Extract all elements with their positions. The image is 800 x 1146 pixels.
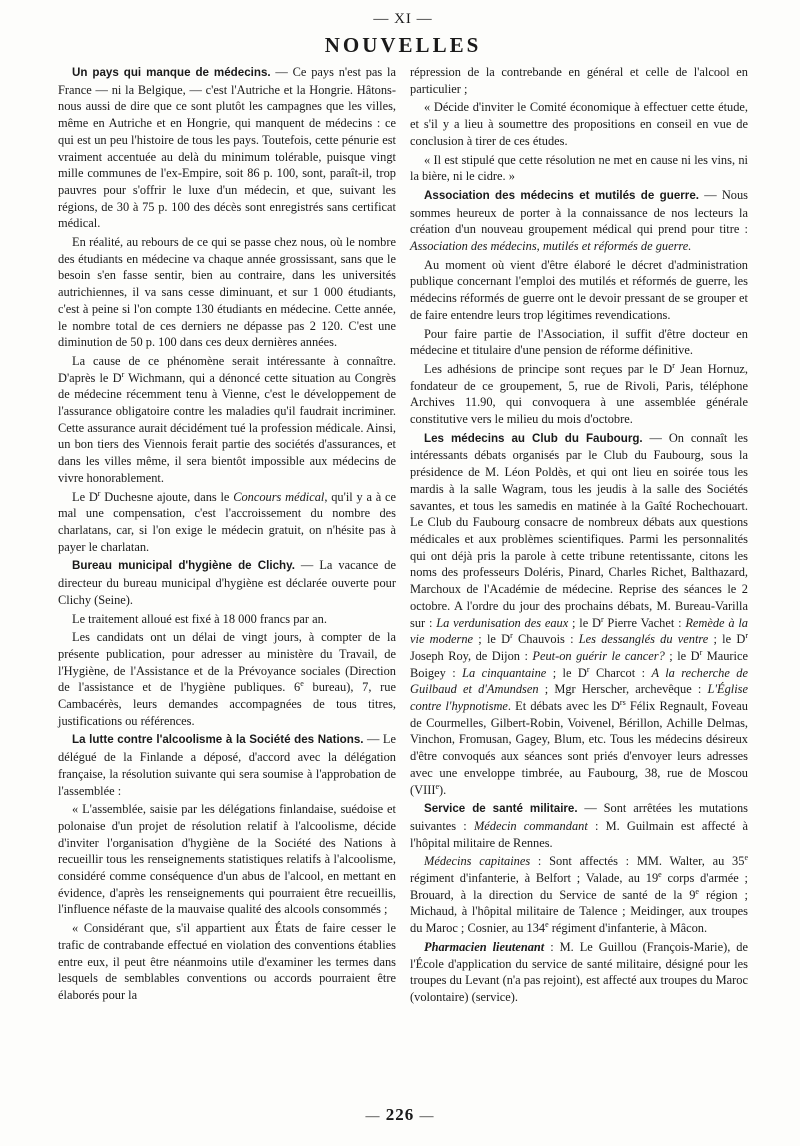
- article-heading: Service de santé militaire.: [424, 802, 578, 816]
- superscript: r: [510, 631, 513, 641]
- paragraph-text: Charcot :: [589, 665, 652, 680]
- article-pays-medecins-p3: [58, 353, 396, 487]
- article-alcoolisme-p3: « Considérant que, s'il appartient aux États de faire cesser le trafic de contrabande effectué en violation des conventions établies entre eux, il peut être néanmoins utile d'examiner les termes dans lesquels de semblables conventions ou accords pourraient être élaborés pour la: [58, 921, 396, 1002]
- superscript: e: [545, 920, 549, 930]
- paragraph-text: ; le D: [546, 665, 587, 680]
- paragraph-text: Pierre Vachet :: [603, 615, 686, 630]
- page-number: 226: [385, 1105, 415, 1124]
- talk-title: Remède à la vie moderne: [410, 615, 748, 647]
- section-title: NOUVELLES: [324, 33, 482, 57]
- article-heading: Association des médecins et mutilés de guerre.: [424, 188, 699, 202]
- paragraph-text: Wichmann, qui a dénoncé cette situation au Congrès de médecine récemment tenu à Vienne, c'est le développement de l'assurance obligatoire contre les maladies qu'il faudrait incriminer. Cette assurance aurait décidément tué la profession médicale. Ainsi, un bon tiers des Viennois ferait partie des sociétés d'assurances, et dans les villes même, il sera bientôt impossible aux médecins de vivre honorablement.: [58, 370, 396, 485]
- paragraph-text: Les adhésions de principe sont reçues par le D: [424, 361, 673, 376]
- paragraph-text: Maurice Boigey :: [410, 648, 748, 680]
- article-mutiles-p2: Au moment où vient d'être élaboré le décret d'administration publique concernant l'emploi des mutilés et réformés de guerre, les médecins réformés de guerre ont le devoir pressant de se grouper et de faire entendre leurs trop légitimes revendications.: [410, 257, 748, 322]
- article-heading: Bureau municipal d'hygiène de Clichy.: [72, 559, 295, 573]
- paragraph-text: corps d'armée ; Brouard, à la direction du Service de santé de la 9: [410, 871, 748, 902]
- superscript: r: [745, 631, 748, 641]
- article-heading: Un pays qui manque de médecins.: [72, 66, 271, 79]
- paragraph-text: Félix Regnault, Foveau de Courmelles, Gilbert-Robin, Voivenel, Bérillon, Achille Delmas, Vinchon, Fromusan, Gagey, Blum, etc. Tous les médecins désireux d'être convoqués aux séances sont priés d'envoyer leurs adresses avec une enveloppe timbrée, au Faubourg, 38, rue de Moscou (VIII: [410, 699, 748, 797]
- superscript: e: [300, 679, 304, 689]
- article-pays-medecins-p1: [58, 64, 396, 232]
- article-alcoolisme-p4: « Décide d'inviter le Comité économique à effectuer cette étude, et s'il y a lieu à soumettre des propositions en conseil en vue de conclusion à tirer de ces études.: [410, 100, 748, 148]
- article-club-faubourg: [410, 430, 748, 798]
- article-sante-militaire-p3: [410, 939, 748, 1006]
- article-alcoolisme-p1: [58, 731, 396, 799]
- talk-title: La verdunisation des eaux: [436, 615, 569, 630]
- paragraph-text: Les candidats ont un délai de vingt jours, à compter de la présente publication, pour adresser au ministère du Travail, de l'Hygiène, de l'Assistance et de la Prévoyance sociales (Direction de l'assistance et de l'hygiène publiques. 6: [58, 630, 396, 695]
- talk-title: Les dessanglés du ventre: [578, 632, 709, 647]
- paragraph-text: : Sont affectés : MM. Walter, au 35: [530, 854, 745, 869]
- talk-title: L'Église contre l'hypnotisme: [410, 682, 748, 714]
- paragraph-text: La cause de ce phénomène serait intéressante à connaître. D'après le D: [58, 353, 396, 385]
- article-pays-medecins-p4: [58, 489, 396, 556]
- rank-label: Pharmacien lieutenant: [424, 939, 545, 954]
- folio-dash-left: —: [365, 1109, 381, 1124]
- paragraph-text: Chauvois :: [512, 632, 579, 647]
- right-column: [410, 64, 748, 1008]
- folio-dash-right: —: [419, 1109, 435, 1124]
- talk-title: A la recherche de Guilbaud et d'Amundsen: [410, 665, 748, 697]
- paragraph-text: ).: [439, 782, 447, 797]
- rank-label: Médecin commandant: [473, 818, 588, 833]
- superscript: r: [699, 647, 703, 657]
- article-heading: Les médecins au Club du Faubourg.: [424, 431, 643, 445]
- article-alcoolisme-cont: répression de la contrebande en général et celle de l'alcool en particulier ;: [410, 65, 748, 96]
- left-column: [58, 64, 396, 1008]
- article-alcoolisme-p5: « Il est stipulé que cette résolution ne met en cause ni les vins, ni la bière, ni le cidre. »: [410, 152, 748, 184]
- paragraph-text: — On connaît les intéressants débats organisés par le Club du Faubourg, sous la présidence de M. Léon Poldès, et qui ont lieu en soirée tous les mardis à la salle Wagram, tous les jeudis à la salle des Sociétés savantes, et tous les samedis en matinée à la Gaîté Rochechouart. Le Club du Faubourg consacre de nombreux débats aux questions médicales et aux problèmes scientifiques. Parmi les personnalités qui ont déjà pris la parole à cette tribune retentissante, citons les noms des professeurs Doléris, Pinard, Charles Richet, Balthazard, Marchoux de l'Académie de médecine. Reprise des séances le 2 octobre. A l'ordre du jour des prochains débats, M. Bureau-Varilla sur :: [410, 430, 748, 630]
- journal-title: Concours médical: [233, 489, 325, 504]
- paragraph-text: — Ce pays n'est pas la France — ni la Belgique, — c'est l'Autriche et la Hongrie. Hâtons-nous aussi de dire que ce sont plutôt les campagnes que les villes, même en Autriche et en Hongrie, qui manquent de médecins : ce qui est un peu l'histoire de tous les pays. Toutefois, cette pénurie est vraiment accentuée au delà du minimum tolérable, puisque vingt mille communes de l'ex-Empire, soit 86 p. 100, sont, paraît-il, trop pauvres pour s'offrir le luxe d'un médecin, et que, suivant les régions, de 30 à 75 p. 100 des décès sont enregistrés sans certificat médical.: [58, 65, 396, 231]
- article-pays-medecins-p2: En réalité, au rebours de ce qui se passe chez nous, où le nombre des étudiants en médecine va chaque année grossissant, sans que le besoin s'en fasse sentir, bien au contraire, dans les universités autrichiennes, il va sans cesse diminuant, et sur 1 000 étudiants, c'est à peine si l'on compte 130 étudiants en médecine. Cette année, le nombre total de ces derniers ne dépasse pas 2 120. C'est une diminution de 50 p. 100 dans ces deux dernières années.: [58, 235, 396, 350]
- paragraph-text: . Et débats avec les D: [507, 699, 620, 714]
- paragraph-text: Jean Hornuz, fondateur de ce groupement, 5, rue de Rivoli, Paris, téléphone Archives 11.90, qui convoquera à une assemblée générale constitutive vers le milieu du mois d'octobre.: [410, 361, 748, 427]
- article-clichy-p1: [58, 557, 396, 608]
- article-mutiles-p1: [410, 187, 748, 255]
- superscript: r: [600, 614, 604, 624]
- article-heading: La lutte contre l'alcoolisme à la Société des Nations.: [72, 733, 364, 747]
- paragraph-text: Le D: [72, 489, 98, 504]
- article-mutiles-p4: [410, 361, 748, 428]
- paragraph-text: régiment d'infanterie, à Mâcon.: [548, 921, 708, 936]
- superscript: e: [744, 853, 748, 863]
- talk-title: La cinquantaine: [462, 665, 547, 680]
- talk-title: Peut-on guérir le cancer?: [532, 648, 665, 663]
- paragraph-text: Duchesne ajoute, dans le: [100, 489, 234, 504]
- article-alcoolisme-p2: « L'assemblée, saisie par les délégations finlandaise, suédoise et polonaise d'un projet de résolution relatif à l'alcoolisme, décide d'inviter l'organisation d'hygiène de la Société des Nations à recueillir tous les renseignements statistiques relatifs à l'alcoolisme, considéré comme conséquence d'un abus de l'alcool, en mettant en évidence, d'après les renseignements qui pourraient être recueillis, l'influence néfaste de la mauvaise qualité des alcools consommés ;: [58, 802, 396, 917]
- article-clichy-p2: Le traitement alloué est fixé à 18 000 francs par an.: [72, 611, 327, 626]
- paragraph-text: — Sont arrêtées les mutations suivantes :: [410, 801, 748, 833]
- article-sante-militaire-p2: [410, 853, 748, 937]
- superscript: r: [672, 360, 675, 370]
- paragraph-text: régiment d'infanterie, à Belfort ; Valade, au 19: [410, 871, 659, 886]
- page-roman-number: — XI —: [373, 11, 433, 27]
- superscript: e: [695, 886, 699, 896]
- article-sante-militaire-p1: [410, 800, 748, 851]
- superscript: r: [97, 488, 101, 498]
- paragraph-text: bureau), 7, rue Cambacérès, leurs demandes accompagnées de tous titres, justifications ou références.: [58, 680, 396, 728]
- paragraph-text: — La vacance de directeur du bureau municipal d'hygiène est déclarée ouverte pour Clichy (Seine).: [58, 558, 396, 607]
- superscript: rs: [619, 697, 626, 707]
- superscript: e: [435, 781, 440, 791]
- article-mutiles-p3: Pour faire partie de l'Association, il suffit d'être docteur en médecine et titulaire d'une pension de réforme définitive.: [410, 326, 748, 358]
- superscript: r: [586, 664, 590, 674]
- superscript: r: [121, 369, 125, 379]
- paragraph-text: ; le D: [568, 615, 601, 630]
- paragraph-text: ; le D: [664, 648, 700, 663]
- paragraph-text: : M. Le Guillou (François-Marie), de l'École d'application du service de santé militaire, désigné pour les troupes du Levant (n'a pas rejoint), est affecté aux troupes du Maroc (volontaire) (service).: [410, 939, 748, 1004]
- association-name: Association des médecins, mutilés et réformés de guerre.: [410, 239, 692, 254]
- paragraph-text: , qu'il y a à ce mal une compensation, c'est l'accroissement du nombre des charlatans, car, si l'on exige le médecin gratuit, on n'hésite pas à payer le charlatan.: [58, 489, 397, 554]
- paragraph-text: Joseph Roy, de Dijon :: [410, 648, 533, 663]
- rank-label: Médecins capitaines: [424, 854, 531, 869]
- superscript: e: [658, 869, 662, 879]
- paragraph-text: région ; Michaud, à l'hôpital militaire de Talence ; Meidinger, aux troupes du Maroc ; Cosnier, au 134: [410, 887, 749, 936]
- paragraph-text: — Nous sommes heureux de porter à la connaissance de nos lecteurs la création d'un nouveau groupement médical qui prend pour titre :: [410, 187, 748, 237]
- paragraph-text: ; le D: [708, 632, 746, 647]
- article-clichy-p3: [58, 629, 396, 729]
- paragraph-text: ; le D: [473, 632, 511, 647]
- page-folio: [0, 1105, 800, 1125]
- paragraph-text: — Le délégué de la Finlande a déposé, d'accord avec la délégation française, la résolution suivante qui sera soumise à l'approbation de l'assemblée :: [58, 732, 397, 798]
- paragraph-text: : M. Guilmain est affecté à l'hôpital militaire de Rennes.: [410, 818, 748, 850]
- columns: [58, 64, 748, 1008]
- paragraph-text: ; Mgr Herscher, archevêque :: [538, 682, 708, 697]
